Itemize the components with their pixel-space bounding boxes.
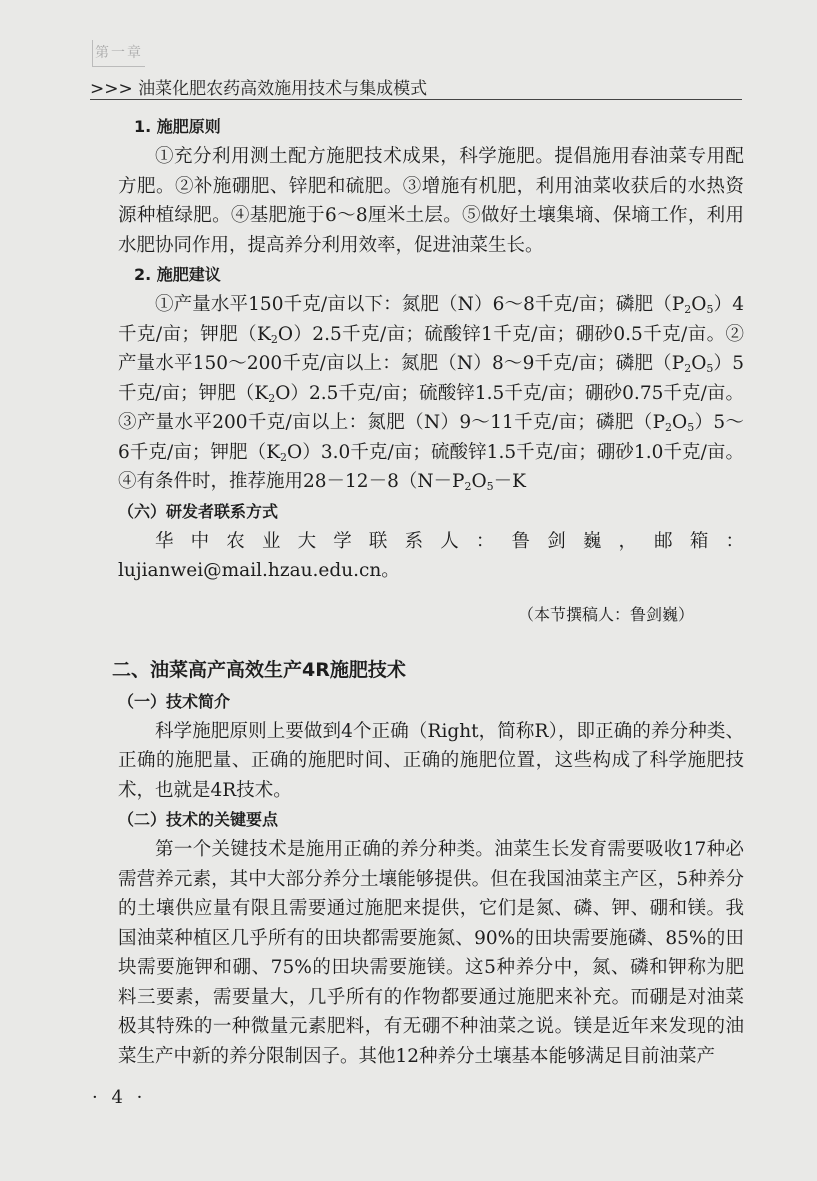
section-heading-contact: （六）研发者联系方式 [118, 501, 279, 521]
page-body [112, 112, 744, 1071]
contact-paragraph: 华中农业大学联系人：鲁剑巍，邮箱：lujianwei@mail.hzau.edu.cn。 [118, 530, 744, 581]
chapter-tab: 第一章 [92, 40, 145, 67]
section-heading-principles: 1. 施肥原则 [134, 117, 221, 136]
intro-paragraph: 科学施肥原则上要做到4个正确（Right，简称R），即正确的养分种类、正确的施肥量、正确的施肥时间、正确的施肥位置，这些构成了科学施肥技术，也就是4R技术。 [118, 720, 744, 801]
chapter-section-heading: 二、油菜高产高效生产4R施肥技术 [112, 658, 406, 681]
subsection-heading-intro: （一）技术简介 [118, 691, 231, 711]
subsection-heading-key-points: （二）技术的关键要点 [118, 810, 279, 829]
running-header: >>> 油菜化肥农药高效施用技术与集成模式 [90, 79, 428, 99]
page-number: · 4 · [92, 1087, 147, 1108]
header-rule [90, 99, 742, 100]
section-heading-recommendations: 2. 施肥建议 [134, 265, 221, 284]
principles-paragraph: ①充分利用测土配方施肥技术成果，科学施肥。提倡施用春油菜专用配方肥。②补施硼肥、锌肥和硫肥。③增施有机肥，利用油菜收获后的水热资源种植绿肥。④基肥施于6～8厘米土层。⑤做好土壤集墒、保墒工作，利用水肥协同作用，提高养分利用效率，促进油菜生长。 [118, 146, 744, 256]
recommendations-paragraph: ①产量水平150千克/亩以下：氮肥（N）6～8千克/亩；磷肥$(P_2O_5)4$千克/亩；钾肥$(K_2O)2.5$千克/亩；硫酸锌1千克/亩；硼砂0.5千克/亩。②产量水平150～200千克/亩以上：氮肥（N）8～9千克/亩；磷肥$(P_2O_5)5$千克/亩；钾肥$(K_2O)2.5$千克/亩；硫酸锌1.5千克/亩；硼砂0.75千克/亩。③产量水平200千克/亩以上：氮肥（N）9～11千克/亩；磷肥$(P_2O_5)5\sim 6$千克/亩；钾肥$(K_2O)3.0$千克/亩；硫酸锌1.5千克/亩；硼砂1.0千克/亩。④有条件时，推荐施用$28-12-8(N-P_2O_5-K$ [118, 294, 744, 493]
author-byline: （本节撰稿人：鲁剑巍） [517, 604, 694, 624]
key-points-paragraph: 第一个关键技术是施用正确的养分种类。油菜生长发育需要吸收17种必需营养元素，其中大部分养分土壤能够提供。但在我国油菜主产区，5种养分的土壤供应量有限且需要通过施肥来提供，它们是氮、磷、钾、硼和镁。我国油菜种植区几乎所有的田块都需要施氮、90%的田块需要施磷、85%的田块需要施钾和硼、75%的田块需要施镁。这5种养分中，氮、磷和钾称为肥料三要素，需要量大，几乎所有的作物都要通过施肥来补充。而硼是对油菜极其特殊的一种微量元素肥料，有无硼不种油菜之说。镁是近年来发现的油菜生产中新的养分限制因子。其他12种养分土壤基本能够满足目前油菜产 [118, 839, 744, 1067]
